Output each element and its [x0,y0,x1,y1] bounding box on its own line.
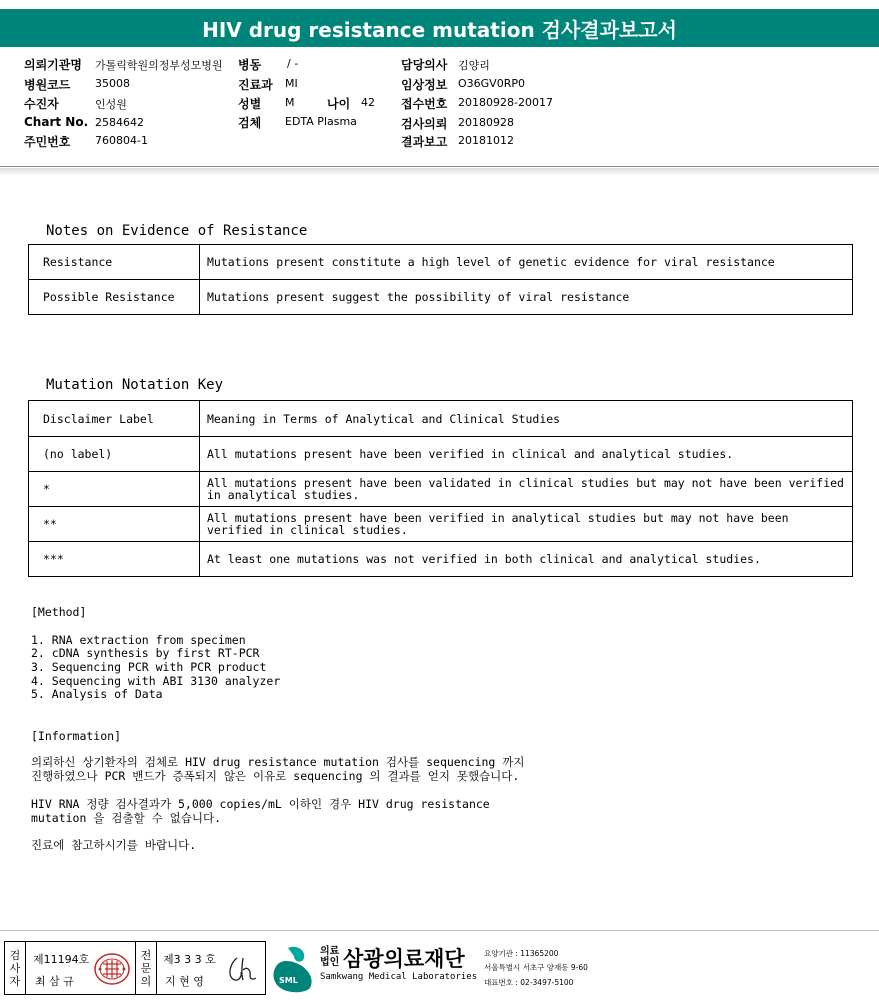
patient-label: 수진자 [24,97,59,111]
notation-text-cell: Meaning in Terms of Analytical and Clinical Studies [200,401,853,437]
method-step: 1. RNA extraction from specimen [31,633,246,647]
org-prefix-2: 법인 [320,957,340,968]
hospital-code-value: 35008 [95,77,130,90]
table-row [29,437,853,472]
organization-name: 삼광의료재단 [343,947,465,971]
sex-value: M [285,96,295,109]
notation-table [28,400,853,577]
method-step: 3. Sequencing PCR with PCR product [31,660,267,674]
notation-text-cell: All mutations present have been validated in clinical studies but may not have been verified in analytical studies. [200,472,853,507]
information-line: 진행하였으나 PCR 밴드가 증폭되지 않은 이유로 sequencing 의 결과를 얻지 못했습니다. [31,769,520,783]
resident-no-label: 주민번호 [24,135,71,149]
specialist-label-char: 의 [140,974,152,988]
notation-label-cell: Disclaimer Label [29,401,200,437]
organization-address: 서울특별시 서초구 양재동 9-60 [484,963,588,972]
specialist-license: 제3 3 3 호 [163,953,216,966]
table-row [29,280,853,315]
footer-divider [0,930,879,931]
information-title: [Information] [31,729,122,743]
table-row [29,542,853,577]
result-report-value: 20181012 [458,134,514,147]
method-title: [Method] [31,605,87,619]
notation-text-cell: All mutations present have been verified in clinical and analytical studies. [200,437,853,472]
specialist-label-char: 전 [140,948,152,962]
specimen-label: 검체 [238,116,262,130]
patient-info-panel [0,47,879,167]
information-line: HIV RNA 정량 검사결과가 5,000 copies/mL 이하인 경우 HIV drug resistance [31,797,490,811]
examiner-vertical-label [5,942,26,994]
sex-label: 성별 [238,97,262,111]
department-label: 진료과 [238,78,273,92]
evidence-text-cell: Mutations present constitute a high level of genetic evidence for viral resistance [200,245,853,280]
evidence-label-cell: Possible Resistance [29,280,200,315]
age-label: 나이 [327,97,351,111]
receipt-no-label: 접수번호 [401,97,448,111]
notation-label-cell: ** [29,507,200,542]
table-row [29,507,853,542]
specialist-name: 지 현 영 [165,975,204,988]
notation-text-cell: At least one mutations was not verified in both clinical and analytical studies. [200,542,853,577]
specialist-label-char: 문 [140,961,152,975]
examiner-license: 제11194호 [33,953,90,966]
examiner-label-char: 사 [9,961,21,975]
evidence-text-cell: Mutations present suggest the possibility of viral resistance [200,280,853,315]
patient-value: 인성원 [95,98,127,111]
specialist-vertical-label [135,942,157,994]
notation-label-cell: (no label) [29,437,200,472]
clinical-info-value: O36GV0RP0 [458,77,525,90]
notation-section-title: Mutation Notation Key [46,377,224,393]
method-step: 2. cDNA synthesis by first RT-PCR [31,646,260,660]
test-request-value: 20180928 [458,116,514,129]
divider-shadow [0,168,879,176]
organization-logo-icon [272,944,318,994]
doctor-label: 담당의사 [401,58,448,72]
resident-no-value: 760804-1 [95,134,148,147]
evidence-table [28,244,853,315]
institution-label: 의뢰기관명 [24,58,82,72]
evidence-section-title: Notes on Evidence of Resistance [46,223,308,239]
department-value: MI [285,77,298,90]
receipt-no-value: 20180928-20017 [458,96,553,109]
signature-icon [223,952,261,986]
information-line: 진료에 참고하시기를 바랍니다. [31,838,197,852]
method-step: 4. Sequencing with ABI 3130 analyzer [31,674,281,688]
information-line: mutation 을 검출할 수 없습니다. [31,811,221,825]
facility-code: 요양기관 : 11365200 [484,949,559,958]
table-row [29,401,853,437]
method-step: 5. Analysis of Data [31,687,163,701]
information-line: 의뢰하신 상기환자의 검체로 HIV drug resistance mutation 검사를 sequencing 까지 [31,755,525,769]
organization-english-name: Samkwang Medical Laboratories [320,972,478,982]
ward-value: / - [287,57,299,70]
result-report-label: 결과보고 [401,135,448,149]
table-row [29,472,853,507]
logo-text: SML [279,976,298,985]
examiner-label-char: 검 [9,948,21,962]
report-title: HIV drug resistance mutation 검사결과보고서 [0,9,879,47]
chart-no-label: Chart No. [24,115,89,129]
examiner-name: 최 삼 규 [35,975,74,988]
notation-label-cell: *** [29,542,200,577]
notation-label-cell: * [29,472,200,507]
signature-box [4,941,266,995]
table-row [29,245,853,280]
examiner-label-char: 자 [9,974,21,988]
doctor-value: 김양리 [458,59,490,72]
ward-label: 병동 [238,58,262,72]
institution-value: 가톨릭학원의정부성모병원 [95,59,223,72]
age-value: 42 [361,96,375,109]
test-request-label: 검사의뢰 [401,117,448,131]
notation-text-cell: All mutations present have been verified in analytical studies but may not have been verified in clinical studies. [200,507,853,542]
seal-stamp-icon [93,952,131,986]
evidence-label-cell: Resistance [29,245,200,280]
specimen-value: EDTA Plasma [285,115,357,128]
hospital-code-label: 병원코드 [24,78,71,92]
organization-phone: 대표번호 : 02-3497-5100 [484,978,574,987]
clinical-info-label: 임상정보 [401,78,448,92]
org-prefix-1: 의료 [320,946,340,957]
chart-no-value: 2584642 [95,116,144,129]
